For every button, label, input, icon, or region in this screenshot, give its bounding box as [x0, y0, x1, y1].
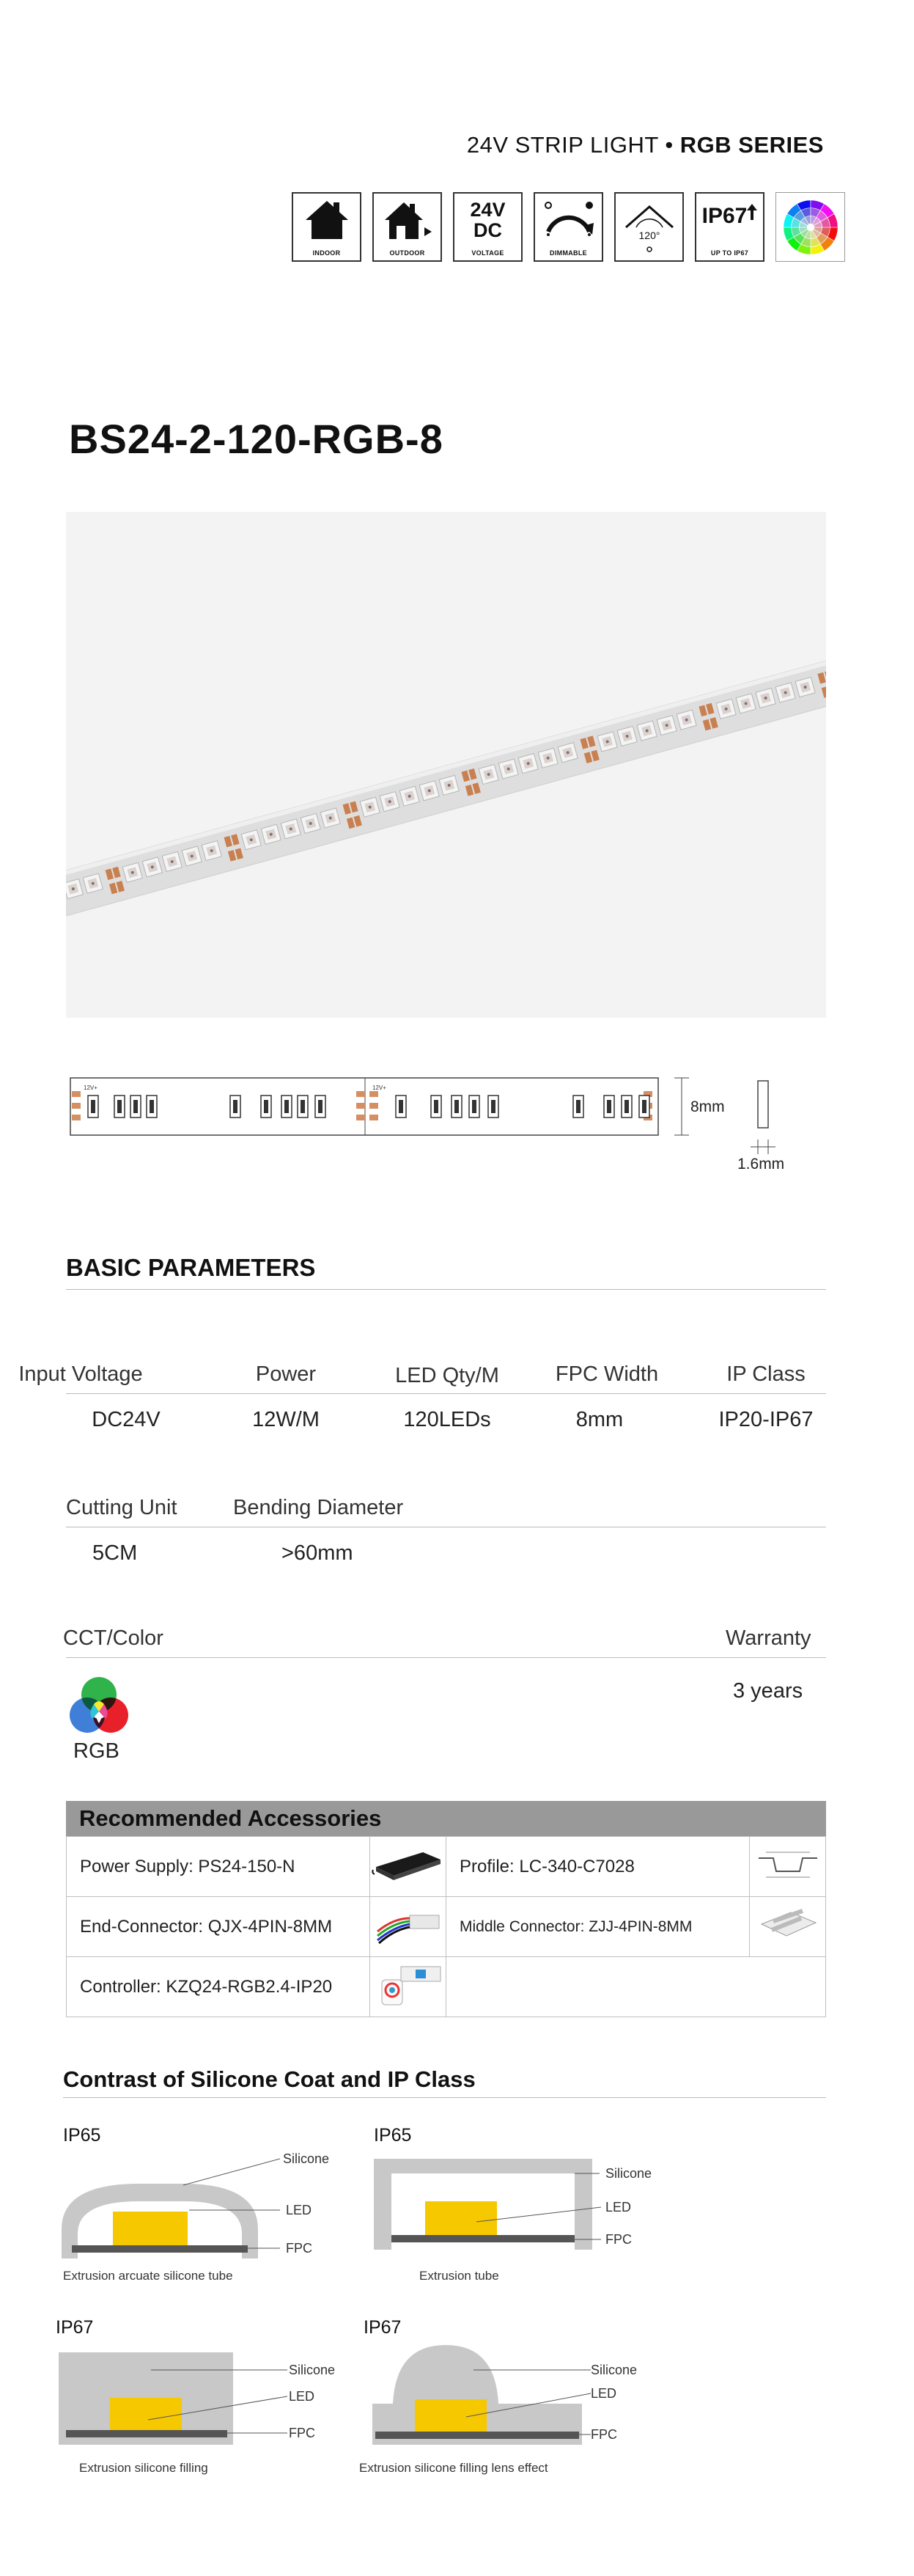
width-dimension: 8mm — [690, 1098, 725, 1115]
header-power: Power — [255, 1362, 317, 1386]
accessory-profile: Profile: LC-340-C7028 — [446, 1837, 750, 1897]
dimmable-label: DIMMABLE — [550, 249, 587, 257]
indoor-icon — [292, 192, 361, 262]
indoor-label: INDOOR — [312, 249, 341, 257]
profile-image — [750, 1837, 826, 1897]
table-row — [67, 1837, 826, 1897]
contrast-title: Contrast of Silicone Coat and IP Class — [63, 2066, 476, 2092]
accessory-end-connector: End-Connector: QJX-4PIN-8MM — [67, 1897, 370, 1957]
accessory-controller: Controller: KZQ24-RGB2.4-IP20 — [67, 1957, 370, 2017]
strip-drawing — [69, 1076, 831, 1183]
accessories-header: Recommended Accessories — [66, 1801, 826, 1836]
ip-rating-label: UP TO IP67 — [710, 249, 749, 257]
voltage-value: 24V — [470, 199, 506, 221]
tube-caption: Extrusion tube — [419, 2269, 499, 2283]
value-warranty: 3 years — [733, 1679, 803, 1703]
model-number: BS24-2-120-RGB-8 — [69, 416, 443, 462]
silicone-label: Silicone — [605, 2166, 652, 2181]
accessory-power-supply: Power Supply: PS24-150-N — [67, 1837, 370, 1897]
outdoor-icon — [372, 192, 442, 262]
header-cct-color: CCT/Color — [63, 1626, 163, 1650]
header-ip-class: IP Class — [726, 1362, 806, 1386]
led-label: LED — [591, 2386, 617, 2401]
header-led-qty: LED Qty/M — [395, 1364, 499, 1387]
basic-parameters-title: BASIC PARAMETERS — [66, 1254, 316, 1281]
led-label: LED — [289, 2389, 315, 2404]
value-color: RGB — [73, 1739, 119, 1763]
svg-text:12V+: 12V+ — [84, 1085, 97, 1091]
fpc-label: FPC — [591, 2427, 617, 2442]
voltage-type: DC — [473, 219, 502, 241]
value-cutting-unit: 5CM — [92, 1541, 138, 1565]
table-row — [67, 1957, 826, 2017]
value-input-voltage: DC24V — [92, 1408, 161, 1431]
arcuate-caption: Extrusion arcuate silicone tube — [63, 2269, 233, 2283]
empty-cell — [446, 1957, 826, 2017]
ip-rating-icon — [695, 192, 764, 262]
header-input-voltage: Input Voltage — [18, 1362, 143, 1386]
value-bending-diameter: >60mm — [281, 1541, 353, 1565]
silicone-filling-diagram — [56, 2346, 349, 2453]
fpc-label: FPC — [289, 2426, 315, 2440]
header-cutting-unit: Cutting Unit — [66, 1496, 177, 1519]
feature-icons — [292, 192, 845, 262]
ip67-lens-label: IP67 — [364, 2317, 402, 2338]
table-row — [67, 1897, 826, 1957]
accessories-table — [66, 1836, 826, 2017]
series-prefix: 24V STRIP LIGHT • — [466, 132, 680, 158]
accessory-middle-connector: Middle Connector: ZJJ-4PIN-8MM — [446, 1897, 750, 1957]
silicone-label: Silicone — [283, 2151, 330, 2166]
value-power: 12W/M — [252, 1408, 320, 1431]
beam-angle-value: 120° — [638, 230, 660, 241]
ip-rating-value: IP67 — [701, 204, 748, 228]
ip65-tube-label: IP65 — [374, 2125, 412, 2146]
header-bending-diameter: Bending Diameter — [233, 1496, 404, 1519]
ip67-filling-label: IP67 — [56, 2317, 94, 2338]
controller-image — [370, 1957, 446, 2017]
header-warranty: Warranty — [726, 1626, 811, 1650]
series-title — [0, 132, 824, 158]
voltage-label: VOLTAGE — [471, 249, 504, 257]
led-label: LED — [605, 2200, 632, 2214]
outdoor-label: OUTDOOR — [389, 249, 425, 257]
color-wheel-icon — [775, 192, 845, 262]
value-led-qty: 120LEDs — [403, 1408, 491, 1431]
filling-caption: Extrusion silicone filling — [79, 2461, 208, 2475]
divider — [66, 1657, 826, 1658]
thickness-dimension: 1.6mm — [737, 1156, 785, 1173]
svg-text:12V+: 12V+ — [372, 1085, 386, 1091]
fpc-label: FPC — [286, 2241, 312, 2256]
lens-caption: Extrusion silicone filling lens effect — [359, 2461, 548, 2475]
value-ip-class: IP20-IP67 — [718, 1408, 814, 1431]
divider — [63, 2097, 826, 2098]
value-fpc-width: 8mm — [575, 1408, 624, 1431]
lens-effect-diagram — [364, 2341, 671, 2454]
header-fpc-width: FPC Width — [555, 1362, 659, 1386]
fpc-label: FPC — [605, 2232, 632, 2247]
silicone-label: Silicone — [591, 2363, 638, 2377]
beam-angle-icon — [614, 192, 684, 262]
silicone-label: Silicone — [289, 2363, 336, 2377]
led-label: LED — [286, 2203, 312, 2217]
power-supply-image — [370, 1837, 446, 1897]
ip65-arcuate-label: IP65 — [63, 2125, 101, 2146]
middle-connector-image — [750, 1897, 826, 1957]
divider — [66, 1289, 826, 1290]
rgb-circles-icon — [65, 1675, 133, 1742]
arcuate-tube-diagram — [59, 2148, 352, 2277]
voltage-icon — [453, 192, 523, 262]
end-connector-image — [370, 1897, 446, 1957]
extrusion-tube-diagram — [374, 2151, 667, 2265]
product-photo — [66, 512, 826, 1018]
series-name: RGB SERIES — [679, 132, 824, 158]
divider — [66, 1393, 826, 1394]
dimmable-icon — [534, 192, 603, 262]
